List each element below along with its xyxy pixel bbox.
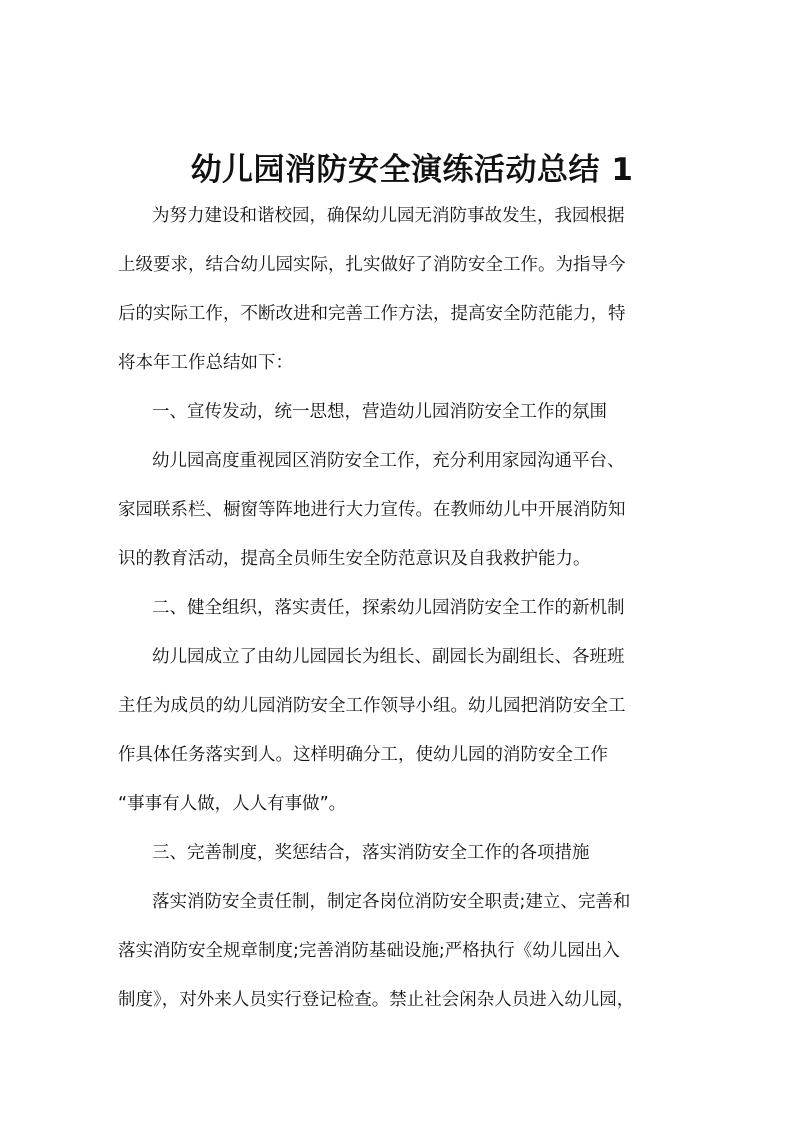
paragraph-line: 落实消防安全责任制，制定各岗位消防安全职责;建立、完善和 — [152, 892, 631, 912]
paragraph-line: 幼儿园高度重视园区消防安全工作，充分利用家园沟通平台、 — [152, 451, 625, 471]
paragraph-line: 为努力建设和谐校园，确保幼儿园无消防事故发生，我园根据 — [152, 206, 625, 226]
paragraph-line: 上级要求，结合幼儿园实际，扎实做好了消防安全工作。为指导今 — [118, 255, 626, 275]
paragraph-line: 家园联系栏、橱窗等阵地进行大力宣传。在教师幼儿中开展消防知 — [118, 500, 626, 520]
section-heading: 一、宣传发动，统一思想，营造幼儿园消防安全工作的氛围 — [152, 402, 607, 422]
section-heading: 二、健全组织，落实责任，探索幼儿园消防安全工作的新机制 — [152, 598, 625, 618]
paragraph-line: 作具体任务落实到人。这样明确分工，使幼儿园的消防安全工作 — [118, 745, 608, 765]
paragraph-line: 主任为成员的幼儿园消防安全工作领导小组。幼儿园把消防安全工 — [118, 696, 626, 716]
paragraph-line: 幼儿园成立了由幼儿园园长为组长、副园长为副组长、各班班 — [152, 647, 625, 667]
paragraph-line: 制度》，对外来人员实行登记检查。禁止社会闲杂人员进入幼儿园， — [118, 990, 635, 1010]
paragraph-line: 识的教育活动，提高全员师生安全防范意识及自我救护能力。 — [118, 549, 591, 569]
paragraph-line: 将本年工作总结如下： — [118, 353, 293, 373]
paragraph-line: “事事有人做，人人有事做”。 — [118, 794, 347, 814]
document-title: 幼儿园消防安全演练活动总结 1 — [190, 152, 634, 188]
section-heading: 三、完善制度，奖惩结合，落实消防安全工作的各项措施 — [152, 843, 590, 863]
paragraph-line: 落实消防安全规章制度;完善消防基础设施;严格执行《幼儿园出入 — [118, 941, 620, 961]
paragraph-line: 后的实际工作，不断改进和完善工作方法，提高安全防范能力，特 — [118, 304, 626, 324]
